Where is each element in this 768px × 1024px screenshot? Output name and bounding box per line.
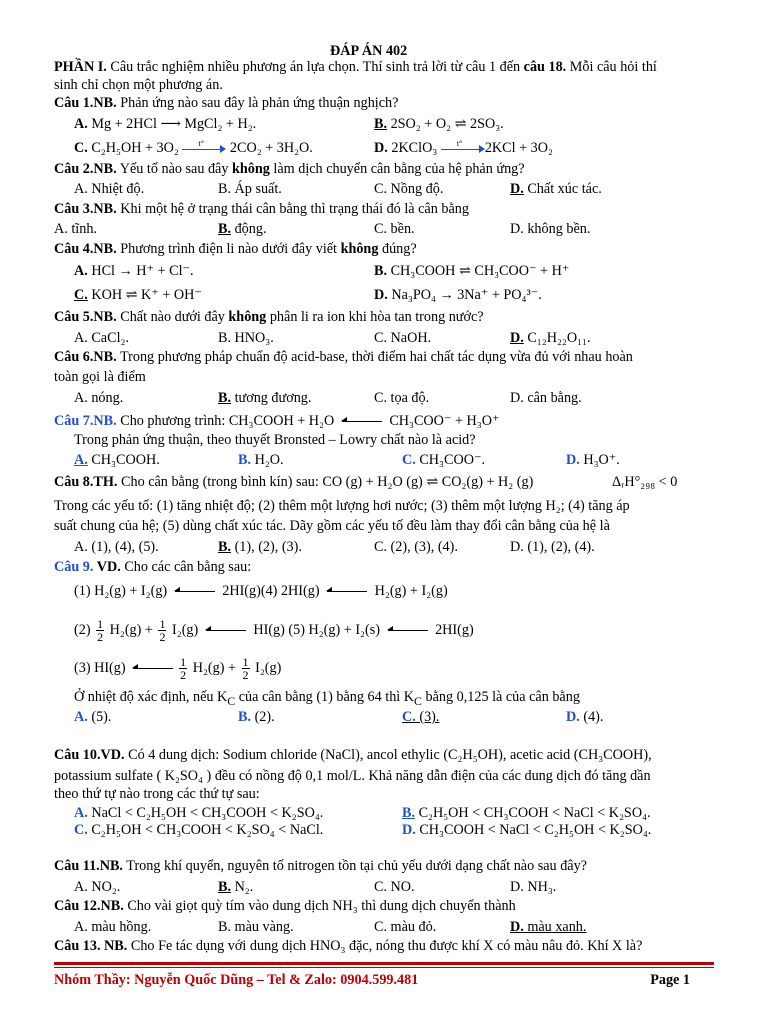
- q12-option-c: C. màu đỏ.: [374, 919, 437, 935]
- q4-option-c: [74, 286, 202, 304]
- q7-text1: Cho phương trình: CH₃COOH + H₂O: [116, 413, 338, 429]
- q1-d-text2: 2KCl + 3O₂: [484, 140, 553, 156]
- q3-option-b: [218, 220, 266, 238]
- q4-label: Câu 4.NB.: [54, 241, 117, 257]
- q9-reaction-2-5: [74, 618, 474, 643]
- q7-option-c: [402, 451, 485, 469]
- q9-option-c: [402, 708, 439, 726]
- q6-b-text: tương đương.: [231, 390, 312, 406]
- q12-stem: [54, 897, 516, 915]
- q9-r3-frac2: [242, 656, 250, 681]
- q5-option-a: A. CaCl₂.: [74, 330, 129, 346]
- q9-sub1: C: [227, 693, 236, 708]
- q6-option-a: A. nóng.: [74, 390, 124, 406]
- q12-d-key: D.: [510, 919, 524, 935]
- q10-c-key: C.: [74, 822, 88, 838]
- q12-d-text: màu xanh.: [523, 919, 587, 935]
- frac-den: 2: [180, 668, 187, 682]
- q8-text: Cho cân bằng (trong bình kín) sau: CO (g) + H₂O (g) ⇌ CO₂(g) + H₂ (g): [117, 474, 534, 490]
- q10-d-key: D.: [402, 822, 416, 838]
- q1-stem: [54, 94, 398, 112]
- q12-option-b: B. màu vàng.: [218, 919, 294, 935]
- q4-a-text: HCl → H⁺ + Cl⁻.: [87, 263, 194, 279]
- q11-option-a: A. NO₂.: [74, 879, 121, 895]
- q1-b-key: B.: [374, 116, 388, 132]
- q3-option-a: A. tĩnh.: [54, 221, 97, 237]
- page-number: Page 1: [650, 972, 690, 988]
- q8-option-c: C. (2), (3), (4).: [374, 539, 458, 555]
- q5-text2: phân li ra ion khi hòa tan trong nước?: [266, 309, 484, 325]
- q11-text: Trong khí quyển, nguyên tố nitrogen tồn tại chủ yếu dưới dạng chất nào sau đây?: [122, 858, 587, 874]
- q9-reaction-1-4: [74, 582, 448, 600]
- q1-d-arrow-label: t°: [456, 138, 463, 148]
- q1-a-text: Mg + 2HCl ⟶ MgCl₂ + H₂.: [87, 116, 257, 132]
- frac-den: 2: [242, 668, 249, 682]
- q9-condition: [74, 688, 580, 710]
- q10-stem: [54, 746, 652, 764]
- q10-a-text: NaCl < C₂H₅OH < CH₃COOH < K₂SO₄.: [87, 805, 324, 821]
- frac-num: 1: [97, 617, 104, 631]
- q9-r2d: HI(g) (5) H₂(g) + I₂(s): [249, 621, 384, 638]
- q8-option-d: D. (1), (2), (4).: [510, 539, 595, 555]
- q1-c-text2: 2CO₂ + 3H₂O.: [226, 140, 313, 156]
- q3-option-c: C. bền.: [374, 221, 415, 237]
- frac-num: 1: [180, 655, 187, 669]
- q4-b-text: CH₃COOH ⇌ CH₃COO⁻ + H⁺: [387, 263, 570, 279]
- q3-option-d: D. không bền.: [510, 221, 591, 237]
- q5-option-c: C. NaOH.: [374, 330, 432, 346]
- q10-line2: potassium sulfate ( K₂SO₄ ) đều có nồng độ 0,1 mol/L. Khả năng dẫn điện của các dung dịch đó tăng dần: [54, 768, 651, 784]
- q5-label: Câu 5.NB.: [54, 309, 117, 325]
- q7-label: Câu 7.NB.: [54, 413, 117, 429]
- q1-d-arrow: [441, 138, 485, 154]
- q9-stem: [54, 558, 251, 576]
- q9-option-d: [566, 708, 603, 726]
- q4-c-key: C.: [74, 287, 88, 303]
- q9-r2-arrow: [206, 630, 246, 631]
- part1-bold: câu 18.: [523, 59, 567, 75]
- q4-stem: [54, 240, 417, 258]
- q9-a-key: A.: [74, 709, 88, 725]
- q9-r3a: (3) HI(g): [74, 659, 130, 676]
- footer-rule-thick: [54, 962, 714, 965]
- q13-text: Cho Fe tác dụng với dung dịch HNO₃ đặc, nóng thu được khí X có màu nâu đỏ. Khí X là?: [127, 938, 643, 954]
- q9-option-a: [74, 708, 111, 726]
- q5-stem: [54, 308, 484, 326]
- q5-text1: Chất nào dưới đây: [116, 309, 229, 325]
- q1-text: Phản ứng nào sau đây là phản ứng thuận nghịch?: [116, 95, 399, 111]
- q6-b-key: B.: [218, 390, 232, 406]
- q10-option-d: [402, 821, 651, 839]
- q7-d-key: D.: [566, 452, 580, 468]
- q6-line2: toàn gọi là điểm: [54, 369, 146, 385]
- q1-d-key: D.: [374, 140, 388, 156]
- q7-b-key: B.: [238, 452, 252, 468]
- q5-d-text: C₁₂H₂₂O₁₁.: [523, 330, 591, 346]
- q9-line-end: bằng 0,125 là của cân bằng: [421, 689, 580, 705]
- q5-d-key: D.: [510, 330, 524, 346]
- q12-text: Cho vài giọt quỳ tím vào dung dịch NH₃ thì dung dịch chuyển thành: [123, 898, 516, 914]
- frac-num: 1: [159, 617, 166, 631]
- q9-r1c: H₂(g) + I₂(g): [371, 583, 448, 599]
- q5-option-b: B. HNO₃.: [218, 330, 274, 346]
- q9-line: Ở nhiệt độ xác định, nếu K: [74, 689, 228, 705]
- q4-d-text: Na₃PO₄ → 3Na⁺ + PO₄³⁻.: [387, 287, 542, 303]
- q11-b-text: N₂.: [231, 879, 254, 895]
- q2-d-key: D.: [510, 181, 524, 197]
- q9-text: Cho các cân bằng sau:: [120, 559, 252, 575]
- q2-d-text: Chất xúc tác.: [523, 181, 602, 197]
- q9-r1a: (1) H₂(g) + I₂(g): [74, 583, 171, 599]
- q3-b-key: B.: [218, 221, 232, 237]
- q7-equilibrium-arrow: [342, 421, 382, 422]
- q10-a-key: A.: [74, 805, 88, 821]
- q9-r2a: (2): [74, 621, 95, 638]
- q1-c-text1: C₂H₅OH + 3O₂: [87, 140, 183, 156]
- q2-option-d: [510, 180, 602, 198]
- q9-b-key: B.: [238, 709, 252, 725]
- q7-d-text: H₃O⁺.: [579, 452, 620, 468]
- q13-stem: [54, 937, 642, 955]
- q4-b-key: B.: [374, 263, 388, 279]
- part1-line2: sinh chỉ chọn một phương án.: [54, 77, 223, 93]
- q12-label: Câu 12.NB.: [54, 898, 124, 914]
- q9-option-b: [238, 708, 275, 726]
- q9-r5-arrow: [388, 630, 428, 631]
- q7-line2: Trong phản ứng thuận, theo thuyết Bronsted – Lowry chất nào là acid?: [74, 432, 476, 448]
- q3-text: Khi một hệ ở trạng thái cân bằng thì trạng thái đó là cân bằng: [116, 201, 469, 217]
- q9-r2b: H₂(g) +: [106, 621, 157, 638]
- frac-num: 1: [242, 655, 249, 669]
- q1-label: Câu 1.NB.: [54, 95, 117, 111]
- q6-stem: [54, 348, 633, 366]
- q6-label: Câu 6.NB.: [54, 349, 117, 365]
- q3-b-text: động.: [231, 221, 267, 237]
- q8-option-a: A. (1), (4), (5).: [74, 539, 159, 555]
- q8-stem: [54, 473, 533, 491]
- q1-option-b: [374, 115, 504, 133]
- q8-option-b: [218, 538, 302, 556]
- q11-option-d: D. NH₃.: [510, 879, 557, 895]
- q10-option-a: [74, 804, 323, 822]
- q9-line-mid: của cân bằng (1) bằng 64 thì K: [235, 689, 415, 705]
- q9-label: Câu 9.: [54, 559, 94, 575]
- q9-c-text: (3).: [415, 709, 440, 725]
- q9-r4-arrow: [327, 591, 367, 592]
- q7-stem: [54, 412, 499, 430]
- q4-option-a: [74, 262, 194, 280]
- q2-text2: làm dịch chuyển cân bằng của hệ phản ứng?: [269, 161, 525, 177]
- q11-option-b: [218, 878, 253, 896]
- q8-enthalpy: ΔᵣH°₂₉₈ < 0: [612, 474, 678, 490]
- q5-option-d: [510, 329, 591, 347]
- q9-r3b: H₂(g) +: [189, 659, 240, 676]
- q8-b-key: B.: [218, 539, 232, 555]
- q4-c-text: KOH ⇌ K⁺ + OH⁻: [87, 287, 202, 303]
- q12-option-a: A. màu hồng.: [74, 919, 152, 935]
- q10-d-text: CH₃COOH < NaCl < C₂H₅OH < K₂SO₄.: [415, 822, 652, 838]
- part1-text: Câu trắc nghiệm nhiều phương án lựa chọn. Thí sinh trả lời từ câu 1 đến: [106, 59, 524, 75]
- q9-d-text: (4).: [579, 709, 604, 725]
- q9-r1b: 2HI(g)(4) 2HI(g): [218, 583, 324, 599]
- q7-a-text: CH₃COOH.: [87, 452, 160, 468]
- q1-c-key: C.: [74, 140, 88, 156]
- q4-option-d: [374, 286, 542, 304]
- q2-text1: Yếu tố nào sau đây: [116, 161, 232, 177]
- q9-r3-arrow: [133, 668, 173, 669]
- q6-option-d: D. cân bằng.: [510, 390, 582, 406]
- q9-r2-frac2: [158, 618, 166, 643]
- q7-c-key: C.: [402, 452, 416, 468]
- q6-text: Trong phương pháp chuẩn độ acid-base, thời điểm hai chất tác dụng vừa đủ với nhau hoàn: [116, 349, 633, 365]
- q4-text1: Phương trình điện li nào dưới đây viết: [116, 241, 341, 257]
- part1-text2: Mỗi câu hỏi thí: [566, 59, 657, 75]
- q10-option-b: [402, 804, 651, 822]
- q2-option-a: A. Nhiệt độ.: [74, 181, 145, 197]
- document-title: ĐÁP ÁN 402: [330, 43, 408, 59]
- q7-a-key: A.: [74, 452, 88, 468]
- q9-label2: VD.: [93, 559, 121, 575]
- q4-d-key: D.: [374, 287, 388, 303]
- q2-option-c: C. Nồng độ.: [374, 181, 444, 197]
- q10-option-c: [74, 821, 323, 839]
- frac-den: 2: [159, 630, 166, 644]
- q1-d-text1: 2KClO₃: [387, 140, 441, 156]
- q1-option-c: [74, 139, 313, 157]
- q1-a-key: A.: [74, 116, 88, 132]
- footer: [54, 972, 714, 992]
- q8-line3: suất chung của hệ; (5) dùng chất xúc tác. Dãy gồm các yếu tố đều làm thay đổi cân bằng của hệ là: [54, 518, 610, 534]
- q5-bold: không: [228, 309, 267, 325]
- q9-r2-frac1: [96, 618, 104, 643]
- q9-r3-frac1: [179, 656, 187, 681]
- q10-b-key: B.: [402, 805, 416, 821]
- part1-label: PHẦN I.: [54, 59, 107, 75]
- q11-stem: [54, 857, 587, 875]
- q12-option-d: [510, 918, 586, 936]
- q3-stem: [54, 200, 469, 218]
- q4-a-key: A.: [74, 263, 88, 279]
- q1-c-arrow: [182, 138, 226, 154]
- q9-reaction-3: [74, 656, 281, 681]
- footer-text: Nhóm Thầy: Nguyễn Quốc Dũng – Tel & Zalo: 0904.599.481: [54, 972, 419, 988]
- q9-a-text: (5).: [87, 709, 112, 725]
- q6-option-b: [218, 389, 311, 407]
- q4-option-b: [374, 262, 569, 280]
- q9-r1-arrow: [175, 591, 215, 592]
- q11-option-c: C. NO.: [374, 879, 415, 895]
- frac-den: 2: [97, 630, 104, 644]
- q10-line3: theo thứ tự nào trong các thứ tự sau:: [54, 786, 260, 802]
- q4-bold: không: [340, 241, 379, 257]
- q7-text2: CH₃COO⁻ + H₃O⁺: [385, 413, 500, 429]
- q6-option-c: C. tọa độ.: [374, 390, 430, 406]
- q3-label: Câu 3.NB.: [54, 201, 117, 217]
- part1-line1: [54, 58, 657, 76]
- q8-label: Câu 8.TH.: [54, 474, 118, 490]
- q7-option-b: [238, 451, 284, 469]
- q1-c-arrow-label: t°: [198, 138, 204, 148]
- q7-option-a: [74, 451, 160, 469]
- q2-option-b: B. Áp suất.: [218, 181, 282, 197]
- q7-option-d: [566, 451, 620, 469]
- q8-line2: Trong các yếu tố: (1) tăng nhiệt độ; (2) thêm một lượng hơi nước; (3) thêm một lượng H₂; (4) tăng áp: [54, 498, 630, 514]
- q10-text: Có 4 dung dịch: Sodium chloride (NaCl), ancol ethylic (C₂H₅OH), acetic acid (CH₃COOH),: [124, 747, 652, 763]
- q13-label: Câu 13. NB.: [54, 938, 128, 954]
- q2-label: Câu 2.NB.: [54, 161, 117, 177]
- q9-sub2: C: [414, 693, 422, 708]
- q2-bold: không: [232, 161, 270, 177]
- q11-label: Câu 11.NB.: [54, 858, 123, 874]
- q9-r2c: I₂(g): [168, 621, 202, 638]
- footer-rule-thin: [54, 967, 714, 968]
- q1-option-d: [374, 139, 553, 157]
- q9-r2e: 2HI(g): [431, 621, 474, 638]
- q11-b-key: B.: [218, 879, 232, 895]
- q7-b-text: H₂O.: [251, 452, 284, 468]
- q9-b-text: (2).: [251, 709, 275, 725]
- q10-b-text: C₂H₅OH < CH₃COOH < NaCl < K₂SO₄.: [415, 805, 651, 821]
- q10-c-text: C₂H₅OH < CH₃COOH < K₂SO₄ < NaCl.: [87, 822, 324, 838]
- q2-stem: [54, 160, 525, 178]
- q9-r3c: I₂(g): [251, 659, 282, 676]
- q7-c-text: CH₃COO⁻.: [415, 452, 485, 468]
- q9-c-key: C.: [402, 709, 416, 725]
- q1-option-a: [74, 115, 256, 133]
- q10-label: Câu 10.VD.: [54, 747, 125, 763]
- q8-b-text: (1), (2), (3).: [231, 539, 302, 555]
- q9-d-key: D.: [566, 709, 580, 725]
- q4-text2: đúng?: [378, 241, 417, 257]
- q1-b-text: 2SO₂ + O₂ ⇌ 2SO₃.: [387, 116, 504, 132]
